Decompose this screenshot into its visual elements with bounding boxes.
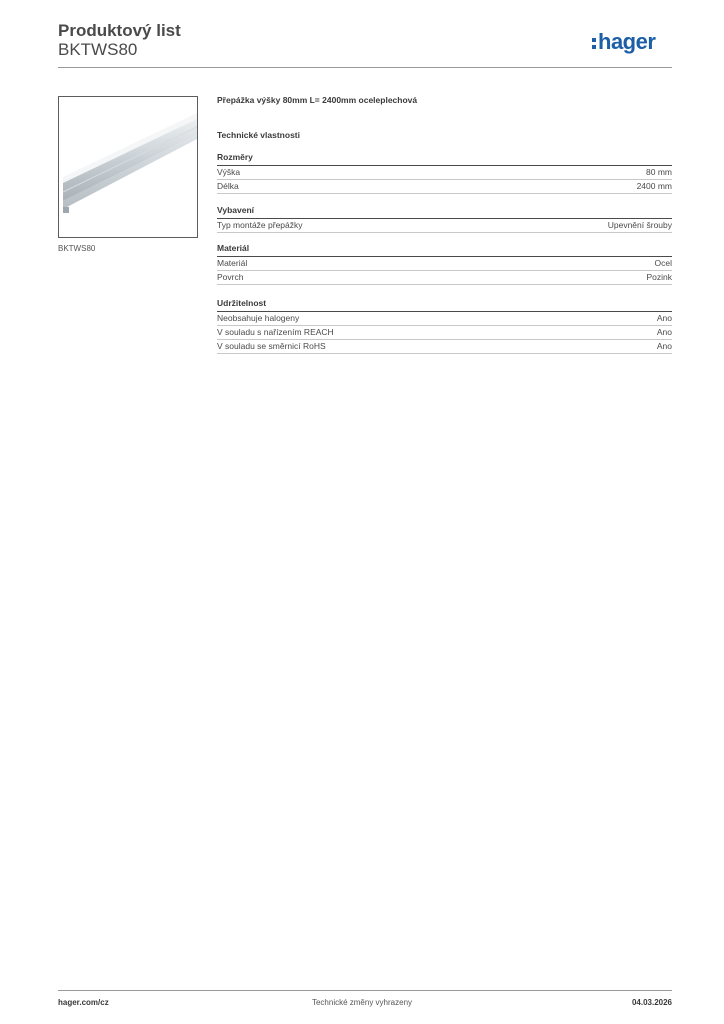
image-caption: BKTWS80 [58, 244, 96, 253]
spec-label: Typ montáže přepážky [217, 220, 303, 230]
footer-date: 04.03.2026 [631, 998, 672, 1007]
section-heading: Rozměry [217, 152, 672, 166]
spec-content [217, 95, 672, 354]
spec-row [217, 271, 672, 285]
footer-website-link[interactable]: hager.com/cz [58, 998, 109, 1007]
spec-row [217, 166, 672, 180]
spec-value: 80 mm [646, 167, 672, 177]
spec-value: Upevnění šrouby [607, 220, 672, 230]
spec-row [217, 257, 672, 271]
hager-logo [592, 29, 674, 57]
page-title: Produktový list [58, 21, 181, 40]
spec-label: Délka [217, 181, 239, 191]
spec-label: Výška [217, 167, 241, 177]
technical-properties-title: Technické vlastnosti [217, 130, 300, 140]
spec-row [217, 312, 672, 326]
logo-wordmark: hager [598, 29, 656, 54]
spec-row [217, 180, 672, 194]
steel-partition-image [58, 96, 198, 238]
section-material [217, 243, 672, 285]
spec-label: V souladu s nařízením REACH [217, 327, 334, 337]
spec-label: Materiál [217, 258, 248, 268]
section-heading: Udržitelnost [217, 298, 672, 312]
section-heading: Materiál [217, 243, 672, 257]
spec-row [217, 326, 672, 340]
footer-divider [58, 990, 672, 991]
spec-label: Neobsahuje halogeny [217, 313, 300, 323]
spec-value: 2400 mm [636, 181, 672, 191]
spec-label: Povrch [217, 272, 244, 282]
product-code: BKTWS80 [58, 40, 138, 59]
spec-value: Ano [656, 327, 672, 337]
spec-value: Ano [656, 341, 672, 351]
spec-label: V souladu se směrnicí RoHS [217, 341, 326, 351]
product-title: Přepážka výšky 80mm L= 2400mm oceleplechová [217, 95, 418, 105]
spec-row [217, 219, 672, 233]
section-equipment [217, 205, 672, 233]
spec-row [217, 340, 672, 354]
section-heading: Vybavení [217, 205, 672, 219]
section-dimensions [217, 152, 672, 194]
spec-value: Ano [656, 313, 672, 323]
spec-value: Ocel [654, 258, 672, 268]
header-divider [58, 67, 672, 68]
footer-notice: Technické změny vyhrazeny [311, 998, 413, 1007]
section-sustainability [217, 298, 672, 354]
spec-value: Pozink [646, 272, 672, 282]
